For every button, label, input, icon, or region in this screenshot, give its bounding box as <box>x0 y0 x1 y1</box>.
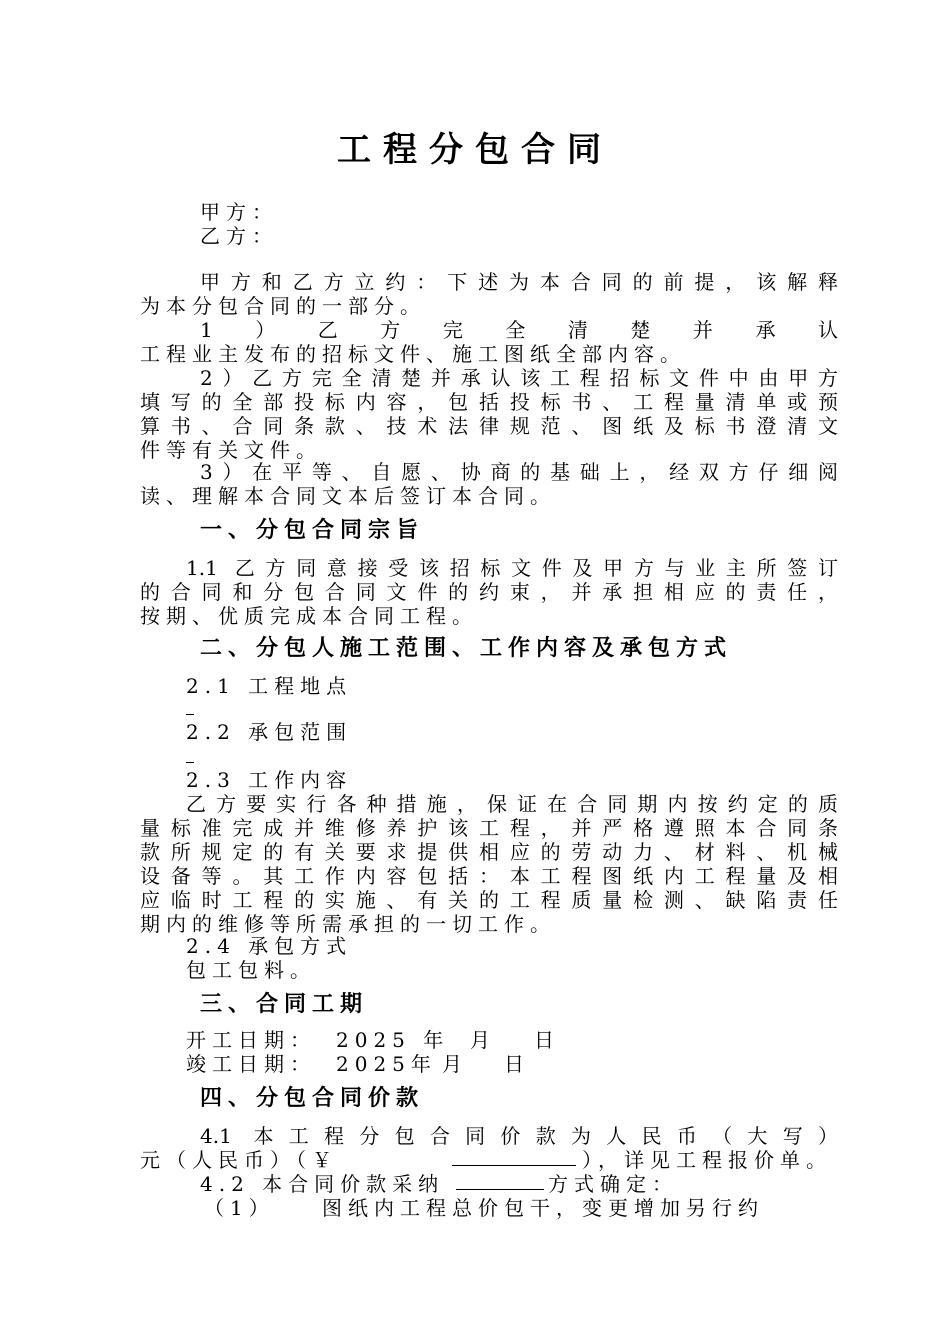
section-3-heading: 三、合同工期 <box>200 992 369 1017</box>
section-1-p1-line-2: 的合同和分包合同文件的约束，并承担相应的责任， <box>140 580 838 604</box>
section-4-2-prefix: 4.2 本合同价款采纳 <box>200 1172 445 1196</box>
section-2-3-line-6: 期内的维修等所需承担的一切工作。 <box>140 912 556 936</box>
preamble-item-3-line-2: 读、理解本合同文本后签订本合同。 <box>140 484 556 508</box>
start-date-label: 开工日期： <box>186 1028 316 1052</box>
section-1-p1-line-1: 1.1 乙方同意接受该招标文件及甲方与业主所签订 <box>186 556 838 580</box>
section-2-heading: 二、分包人施工范围、工作内容及承包方式 <box>200 636 733 661</box>
start-date-year: 2025 年 <box>336 1028 450 1052</box>
end-date-year: 2025年 <box>336 1052 437 1076</box>
end-date-label: 竣工日期： <box>186 1052 316 1076</box>
section-4-2-suffix: 方式确定： <box>548 1172 678 1196</box>
document-title: 工程分包合同 <box>337 130 613 170</box>
preamble-item-1-line-2: 工程业主发布的招标文件、施工图纸全部内容。 <box>140 342 686 366</box>
preamble-item-2-line-2: 填写的全部投标内容，包括投标书、工程量清单或预 <box>140 390 838 414</box>
section-2-3-line-1: 乙方要实行各种措施，保证在合同期内按约定的质 <box>186 792 838 816</box>
end-date-month: 月 <box>442 1052 468 1076</box>
section-2-3-line-3: 款所规定的有关要求提供相应的劳动力、材料、机械 <box>140 840 838 864</box>
pricing-method-blank[interactable] <box>456 1189 544 1190</box>
section-2-4-label: 2.4 承包方式 <box>186 934 353 958</box>
section-2-3-label: 2.3 工作内容 <box>186 768 353 792</box>
section-1-p1-line-3: 按期、优质完成本合同工程。 <box>140 604 478 628</box>
party-b-label: 乙方： <box>200 224 278 248</box>
start-date-month: 月 <box>470 1028 496 1052</box>
party-a-label: 甲方： <box>200 200 278 224</box>
rmb-amount-blank[interactable] <box>452 1165 576 1166</box>
section-2-3-line-2: 量标准完成并维修养护该工程，并严格遵照本合同条 <box>140 816 838 840</box>
preamble-line-1: 甲方和乙方立约：下述为本合同的前提，该解释 <box>200 270 838 294</box>
section-4-1-line-1: 4.1 本工程分包合同价款为人民币（大写） <box>200 1124 838 1148</box>
section-4-1-line-2-prefix: 元（人民币）（￥ <box>140 1148 338 1172</box>
section-2-2-label: 2.2 承包范围 <box>186 720 353 744</box>
section-2-3-line-4: 设备等。其工作内容包括：本工程图纸内工程量及相 <box>140 864 838 888</box>
section-2-1-label: 2.1 工程地点 <box>186 674 353 698</box>
preamble-item-1-line-1: 1）乙方完全清楚并承认 <box>200 318 838 342</box>
section-4-heading: 四、分包合同价款 <box>200 1086 425 1111</box>
preamble-item-2-line-1: 2）乙方完全清楚并承认该工程招标文件中由甲方 <box>200 366 838 390</box>
section-2-2-blank-mark <box>186 762 194 763</box>
section-4-item-1-text: 图纸内工程总价包干，变更增加另行约 <box>322 1196 764 1220</box>
preamble-item-2-line-3: 算书、合同条款、技术法律规范、图纸及标书澄清文 <box>140 414 838 438</box>
preamble-item-2-line-4: 件等有关文件。 <box>140 438 322 462</box>
section-4-item-1-number: （1） <box>204 1196 275 1220</box>
section-4-1-line-2-suffix: ），详见工程报价单。 <box>582 1148 832 1172</box>
preamble-line-2: 为本分包合同的一部分。 <box>140 294 426 318</box>
section-2-4-value: 包工包料。 <box>186 958 316 982</box>
start-date-day: 日 <box>534 1028 560 1052</box>
section-2-1-blank-mark <box>186 714 194 715</box>
preamble-item-3-line-1: 3）在平等、自愿、协商的基础上，经双方仔细阅 <box>200 460 838 484</box>
section-1-heading: 一、分包合同宗旨 <box>200 518 425 543</box>
section-2-3-line-5: 应临时工程的实施、有关的工程质量检测、缺陷责任 <box>140 888 838 912</box>
end-date-day: 日 <box>504 1052 530 1076</box>
